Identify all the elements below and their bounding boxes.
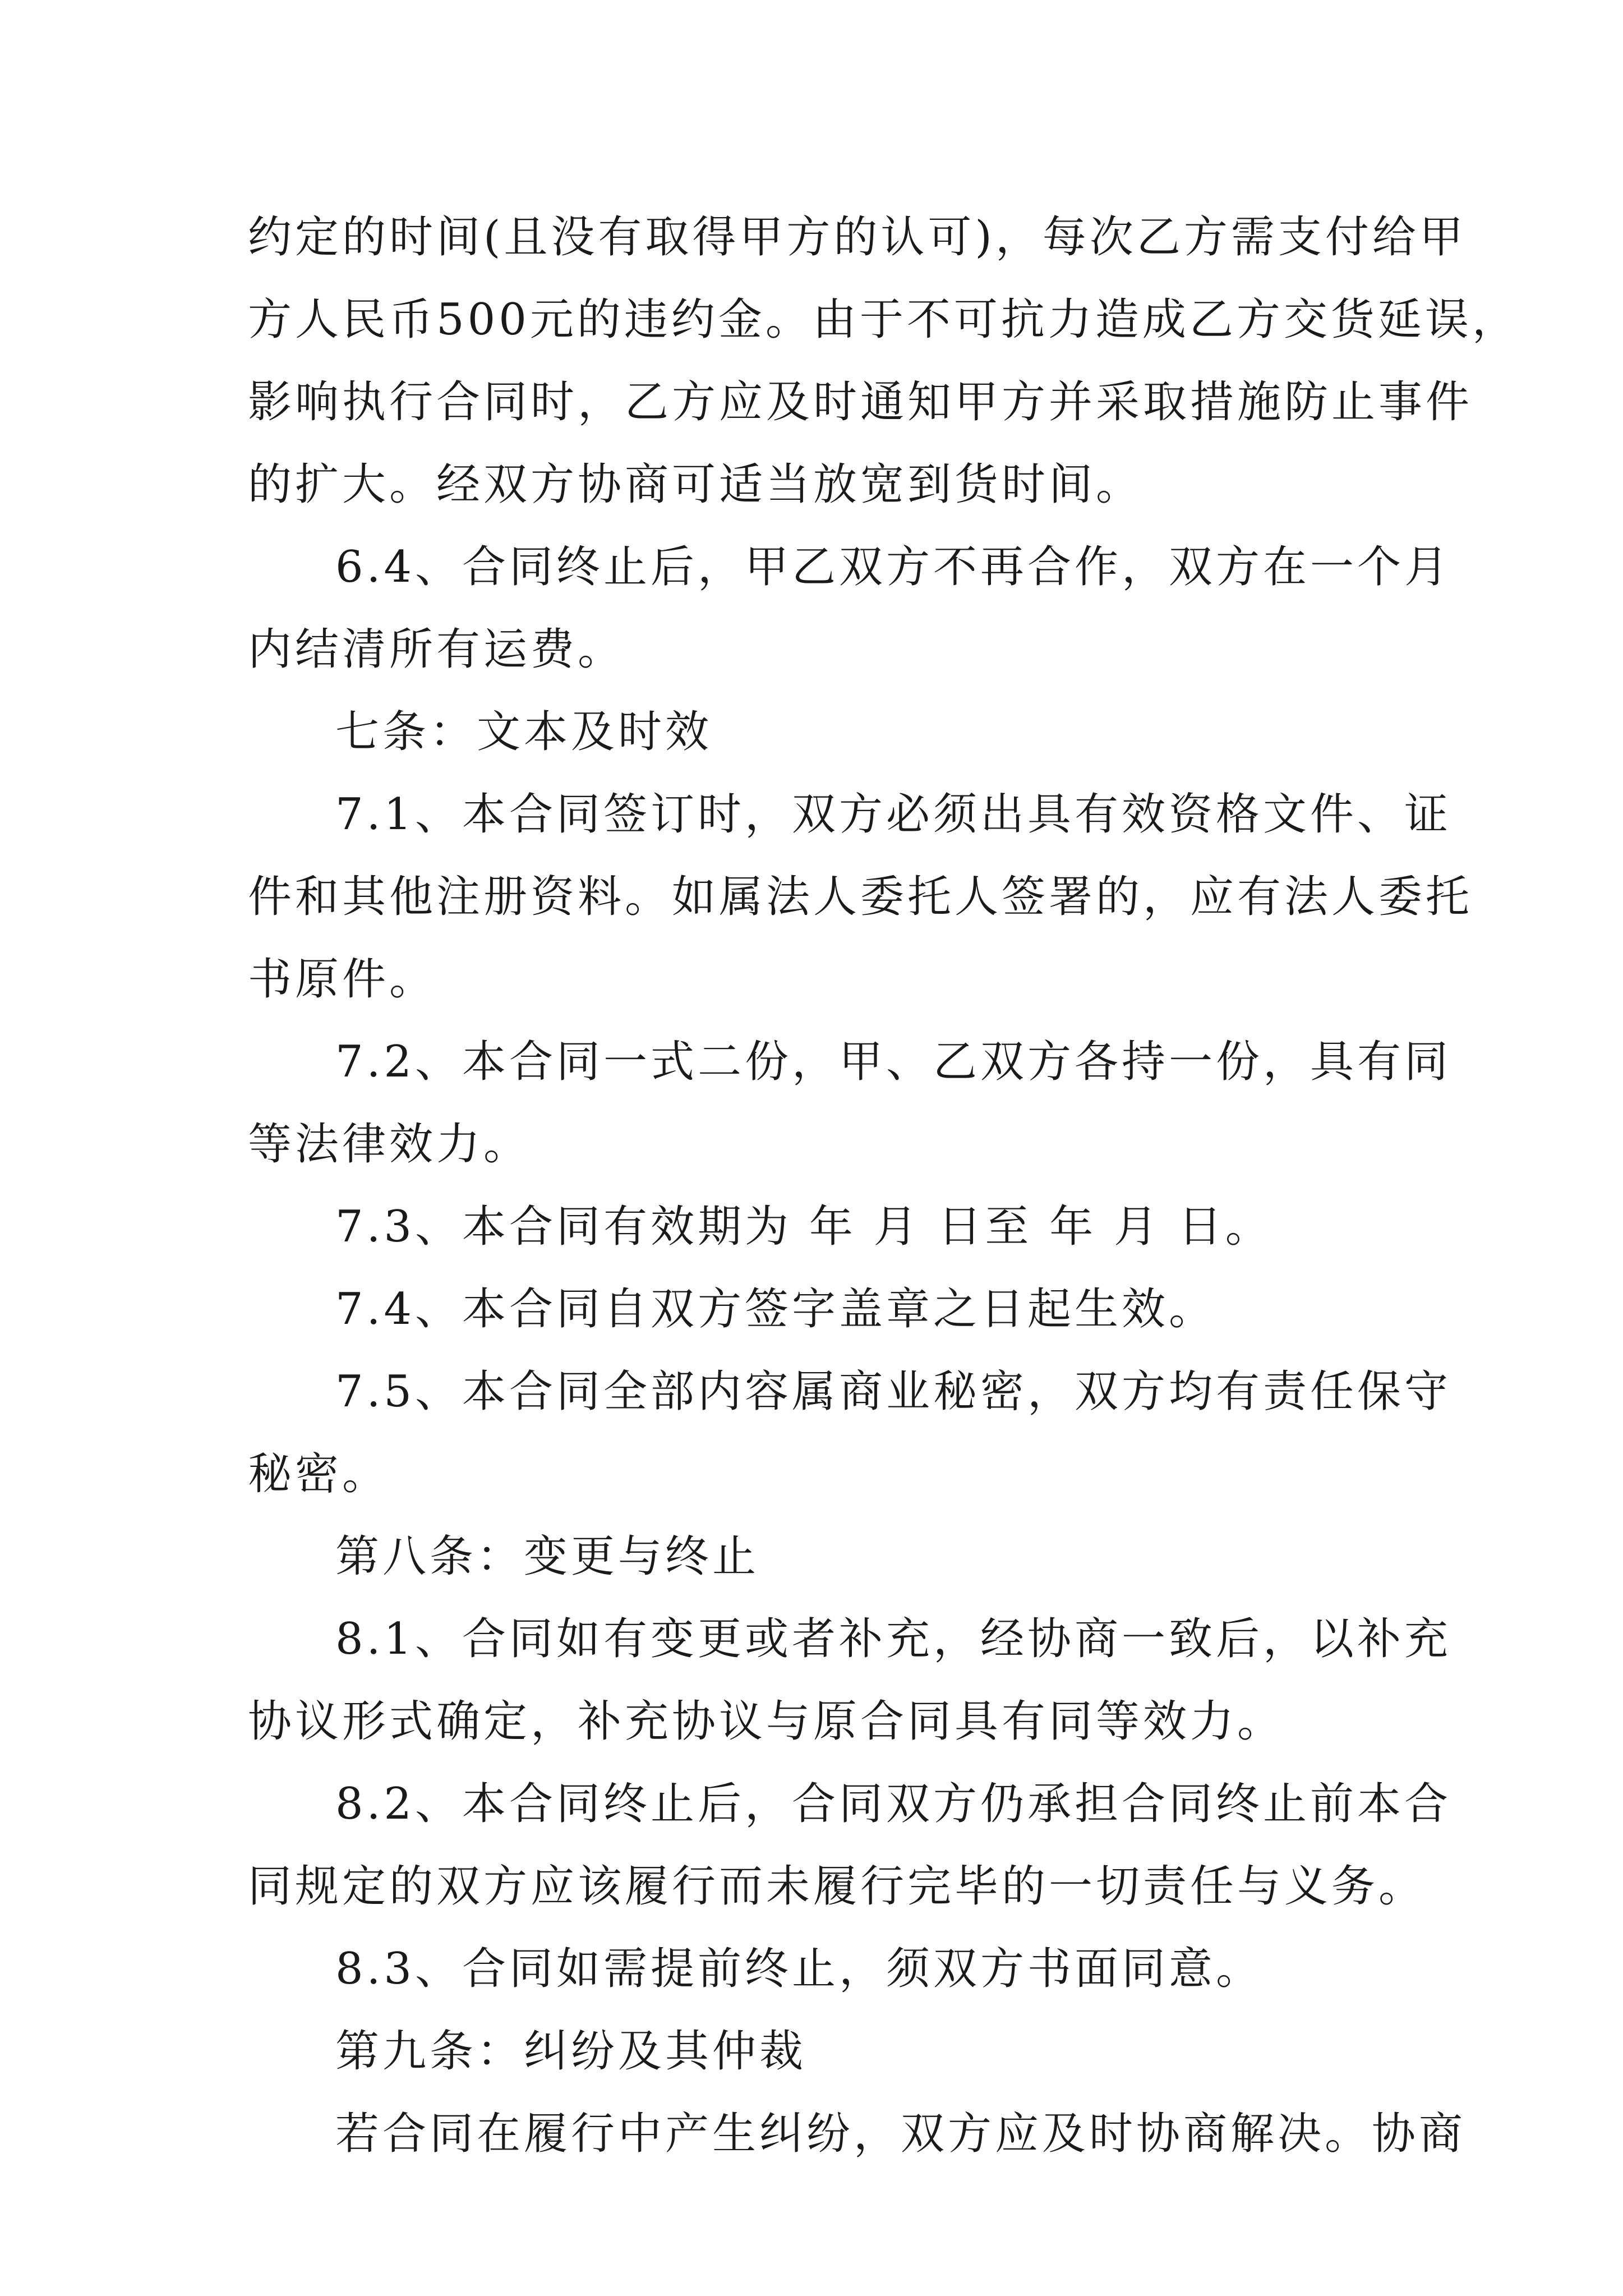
text-line: 7.4、本合同自双方签字盖章之日起生效。 — [335, 1284, 1216, 1335]
text-line: 8.2、本合同终止后，合同双方仍承担合同终止前本合 — [335, 1779, 1452, 1829]
text-line: 方人民币500元的违约金。由于不可抗力造成乙方交货延误， — [248, 295, 1519, 345]
text-line: 协议形式确定，补充协议与原合同具有同等效力。 — [248, 1696, 1285, 1747]
text-line: 第九条：纠纷及其仲裁 — [335, 2026, 807, 2077]
document-body — [248, 196, 1519, 2175]
text-line: 7.1、本合同签订时，双方必须出具有效资格文件、证 — [335, 789, 1452, 840]
text-line: 的扩大。经双方协商可适当放宽到货时间。 — [248, 459, 1144, 510]
text-line: 书原件。 — [248, 954, 437, 1005]
text-line: 等法律效力。 — [248, 1119, 531, 1170]
text-line: 7.3、本合同有效期为 年 月 日至 年 月 日。 — [335, 1202, 1272, 1252]
text-line: 影响执行合同时，乙方应及时通知甲方并采取措施防止事件 — [248, 377, 1473, 427]
text-line: 若合同在履行中产生纠纷，双方应及时协商解决。协商 — [335, 2109, 1467, 2159]
text-line: 7.5、本合同全部内容属商业秘密，双方均有责任保守 — [335, 1366, 1452, 1417]
text-line: 件和其他注册资料。如属法人委托人签署的，应有法人委托 — [248, 872, 1473, 922]
text-line: 8.3、合同如需提前终止，须双方书面同意。 — [335, 1944, 1264, 1994]
text-line: 第八条：变更与终止 — [335, 1531, 760, 1582]
text-line: 秘密。 — [248, 1449, 390, 1499]
text-line: 七条：文本及时效 — [335, 707, 713, 757]
text-line: 内结清所有运费。 — [248, 624, 625, 675]
text-line: 6.4、合同终止后，甲乙双方不再合作，双方在一个月 — [335, 542, 1452, 592]
text-line: 7.2、本合同一式二份，甲、乙双方各持一份，具有同 — [335, 1037, 1452, 1087]
text-line: 同规定的双方应该履行而未履行完毕的一切责任与义务。 — [248, 1861, 1426, 1912]
text-line: 约定的时间(且没有取得甲方的认可)，每次乙方需支付给甲 — [248, 212, 1467, 263]
text-line: 8.1、合同如有变更或者补充，经协商一致后，以补充 — [335, 1614, 1452, 1664]
